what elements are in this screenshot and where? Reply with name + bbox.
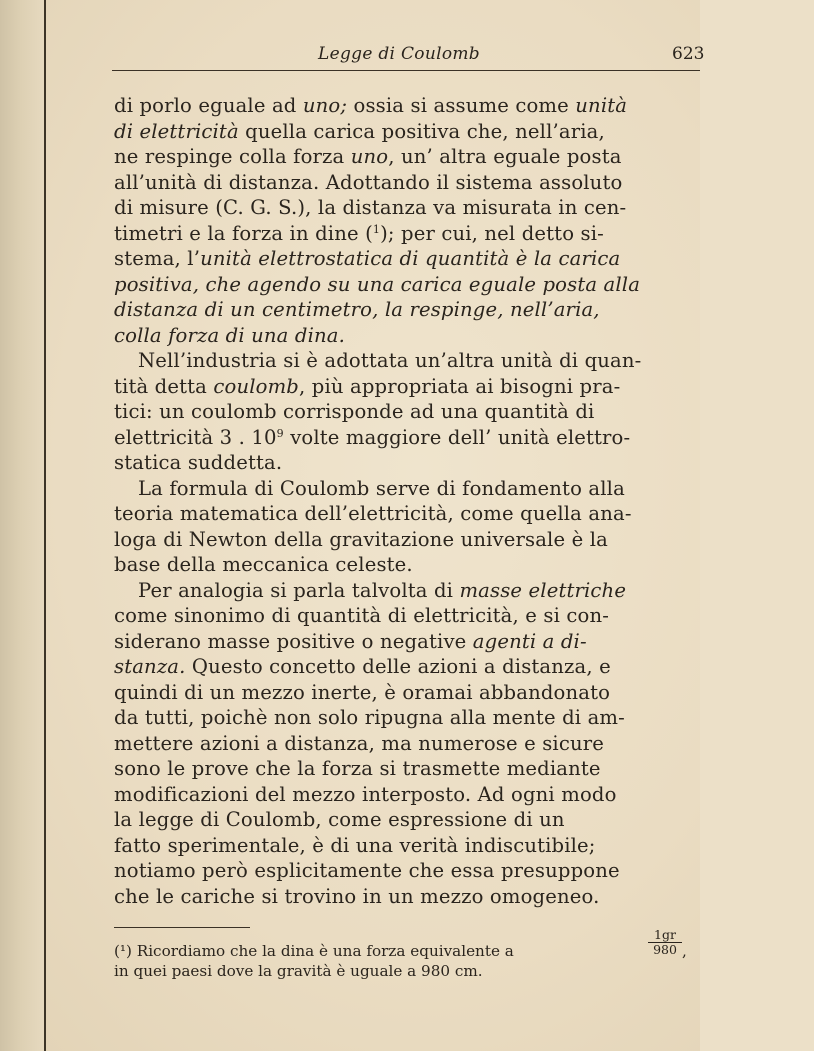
italic-run: di elettricità	[114, 119, 239, 143]
text-run: elettricità 3 . 10	[114, 425, 277, 449]
text-run: quella carica positiva che, nell’aria,	[238, 119, 605, 143]
text-line	[114, 578, 814, 604]
text-run: base della meccanica celeste.	[114, 553, 413, 576]
text-run: di porlo eguale ad	[114, 94, 303, 117]
text-line	[114, 603, 814, 629]
text-run: modificazioni del mezzo interposto. Ad ogni modo	[114, 782, 617, 806]
text-run: loga di Newton della gravitazione universale è la	[114, 527, 608, 551]
page-gutter	[0, 0, 46, 1051]
text-run: siderano masse positive o negative	[114, 629, 473, 653]
text-run: che le cariche si trovino in un mezzo omogeneo.	[114, 884, 600, 908]
footnote-text-1: (¹) Ricordiamo che la dina è una forza equivalente a	[114, 942, 514, 960]
text-line	[114, 348, 814, 374]
text-line	[114, 144, 814, 170]
text-line	[114, 705, 814, 731]
text-run: tità detta	[114, 374, 214, 398]
gutter-edge-line	[44, 0, 46, 1051]
footnote-fraction	[648, 928, 682, 957]
text-line	[114, 195, 814, 221]
text-run: ossia si assume come	[347, 94, 576, 117]
text-run: Nell’industria si è adottata un’altra unità di quan-	[138, 349, 642, 372]
text-run: Per analogia si parla talvolta di	[138, 578, 460, 602]
text-line	[114, 731, 814, 757]
page-number: 623	[672, 44, 705, 64]
text-line	[114, 221, 814, 247]
text-line	[114, 527, 814, 553]
text-line	[114, 782, 814, 808]
text-run: la legge di Coulomb, come espressione di un	[114, 808, 565, 831]
text-run: all’unità di distanza. Adottando il sistema assoluto	[114, 170, 623, 194]
text-line	[114, 654, 814, 680]
fraction-punctuation: ,	[682, 942, 687, 960]
text-line	[114, 807, 814, 833]
text-run: timetri e la forza in dine (	[114, 221, 373, 245]
text-run: fatto sperimentale, è di una verità indiscutibile;	[114, 833, 596, 857]
text-run: volte maggiore dell’ unità elettro-	[283, 425, 631, 449]
header-rule	[112, 70, 700, 71]
text-run: La formula di Coulomb serve di fondamento alla	[138, 476, 625, 500]
text-line	[114, 170, 814, 196]
footnote-line	[114, 927, 714, 962]
text-run: Questo concetto delle azioni a distanza, e	[185, 655, 611, 678]
text-line	[114, 323, 814, 349]
italic-run: uno;	[302, 94, 348, 117]
italic-run: uno	[350, 145, 389, 168]
text-line	[114, 374, 814, 400]
italic-run: unità	[575, 94, 628, 117]
text-line	[114, 552, 814, 578]
italic-run: distanza di un centimetro, la respinge, nell’aria,	[114, 298, 600, 321]
text-line	[114, 476, 814, 502]
text-run: , più appropriata ai bisogni pra-	[299, 374, 621, 398]
fraction-numerator: 1gr	[648, 928, 682, 943]
footnote-line	[114, 962, 714, 982]
text-line	[114, 246, 814, 272]
text-line	[114, 629, 814, 655]
italic-run: masse elettriche	[459, 578, 627, 602]
italic-run: stanza.	[114, 655, 186, 678]
superscript: 1	[372, 222, 381, 236]
footnote	[114, 927, 714, 981]
text-line	[114, 680, 814, 706]
italic-run: positiva, che agendo su una carica eguale posta alla	[114, 272, 641, 296]
italic-run: colla forza di una dina.	[114, 323, 345, 347]
text-line	[114, 119, 814, 145]
page-header	[112, 40, 712, 70]
text-line	[114, 884, 814, 910]
text-run: ); per cui, nel detto si-	[380, 221, 604, 245]
text-run: , un’ altra eguale posta	[388, 145, 622, 168]
text-run: notiamo però esplicitamente che essa presuppone	[114, 859, 620, 882]
text-run: tici: un coulomb corrisponde ad una quantità di	[114, 400, 595, 423]
text-line	[114, 425, 814, 451]
text-run: statica suddetta.	[114, 451, 283, 474]
footnote-rule	[114, 927, 250, 928]
fraction-denominator: 980	[653, 942, 677, 957]
text-line	[114, 501, 814, 527]
text-line	[114, 297, 814, 323]
italic-run: unità elettrostatica di quantità è la carica	[200, 247, 621, 270]
text-run: ne respinge colla forza	[114, 145, 351, 168]
body-text	[114, 93, 814, 909]
text-line	[114, 272, 814, 298]
text-line	[114, 399, 814, 425]
footnote-text-2: in quei paesi dove la gravità è uguale a 980 cm.	[114, 961, 483, 980]
text-run: da tutti, poichè non solo ripugna alla mente di am-	[114, 706, 625, 729]
text-run: sono le prove che la forza si trasmette mediante	[114, 757, 601, 780]
running-title: Legge di Coulomb	[318, 44, 480, 64]
text-run: teoria matematica dell’elettricità, come quella ana-	[114, 502, 632, 525]
italic-run: agenti a di-	[472, 629, 587, 653]
superscript: 9	[276, 426, 284, 440]
text-line	[114, 756, 814, 782]
text-line	[114, 93, 814, 119]
text-run: come sinonimo di quantità di elettricità, e si con-	[114, 604, 609, 627]
italic-run: coulomb	[213, 374, 299, 398]
text-line	[114, 858, 814, 884]
text-run: quindi di un mezzo inerte, è oramai abbandonato	[114, 680, 611, 704]
text-run: mettere azioni a distanza, ma numerose e sicure	[114, 731, 604, 755]
text-run: di misure (C. G. S.), la distanza va misurata in cen-	[114, 196, 627, 219]
text-line	[114, 450, 814, 476]
text-run: stema, l’	[114, 247, 201, 270]
text-line	[114, 833, 814, 859]
